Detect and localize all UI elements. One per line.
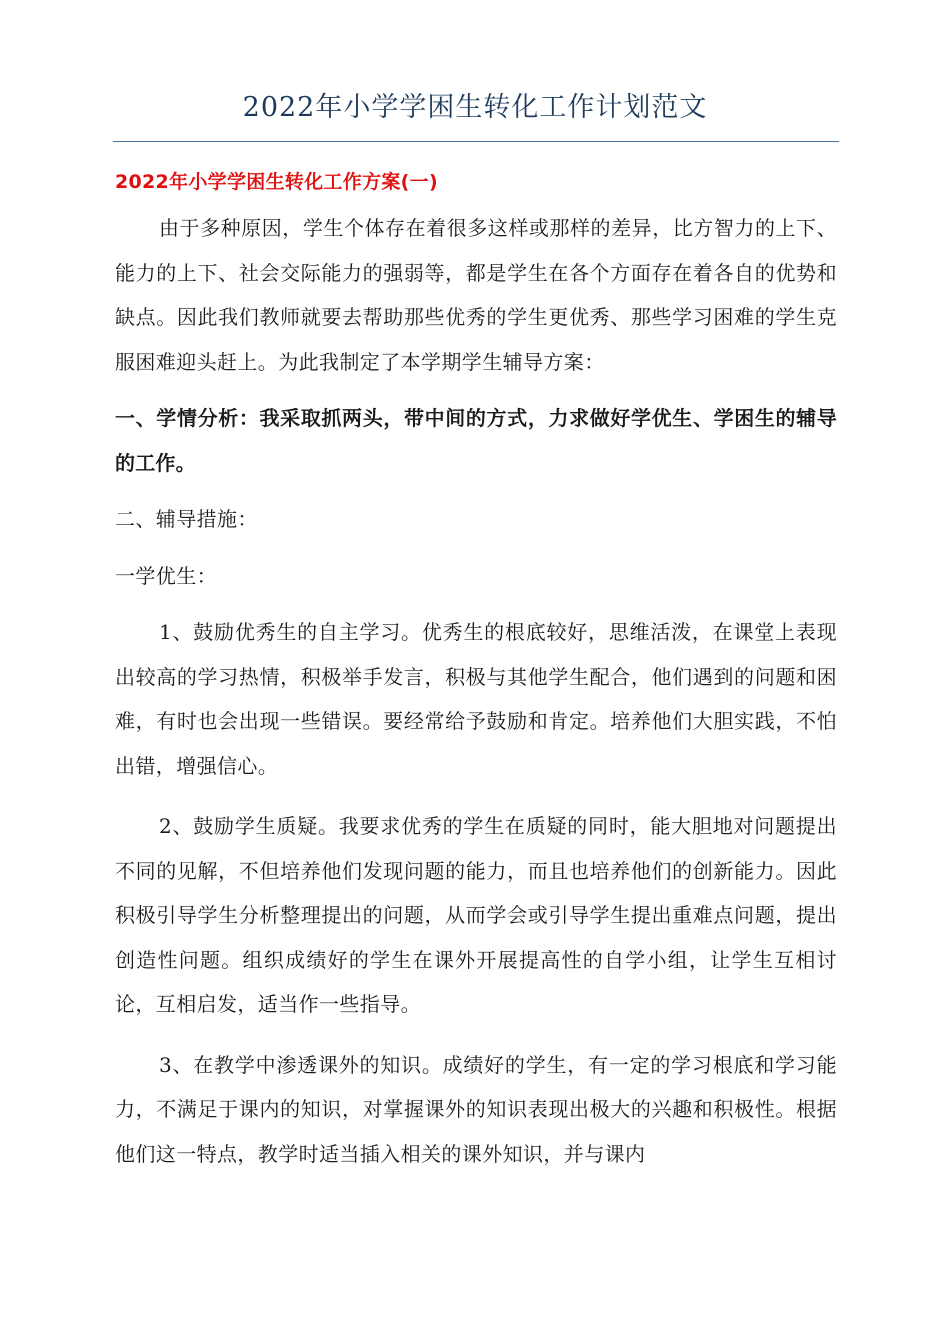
document-title: 2022年小学学困生转化工作计划范文 <box>242 92 708 123</box>
title-divider <box>113 141 839 142</box>
section-heading: 2022年小学学困生转化工作方案(一) <box>115 171 438 193</box>
measure-item-1: 1、鼓励优秀生的自主学习。优秀生的根底较好，思维活泼，在课堂上表现出较高的学习热情，积极举手发言，积极与其他学生配合，他们遇到的问题和困难，有时也会出现一些错误。要经常给予鼓励和肯定。培养他们大胆实践，不怕出错，增强信心。 <box>115 620 837 778</box>
top-students-heading: 一学优生： <box>115 563 217 588</box>
analysis-paragraph: 一、学情分析：我采取抓两头，带中间的方式，力求做好学优生、学困生的辅导的工作。 <box>115 406 837 475</box>
measure-item-3: 3、在教学中渗透课外的知识。成绩好的学生，有一定的学习根底和学习能力，不满足于课内的知识，对掌握课外的知识表现出极大的兴趣和积极性。根据他们这一特点，教学时适当插入相关的课外知识，并与课内 <box>115 1052 837 1166</box>
intro-paragraph: 由于多种原因，学生个体存在着很多这样或那样的差异，比方智力的上下、能力的上下、社会交际能力的强弱等，都是学生在各个方面存在着各自的优势和缺点。因此我们教师就要去帮助那些优秀的学生更优秀、那些学习困难的学生克服困难迎头赶上。为此我制定了本学期学生辅导方案： <box>115 216 837 374</box>
measure-item-2: 2、鼓励学生质疑。我要求优秀的学生在质疑的同时，能大胆地对问题提出不同的见解，不但培养他们发现问题的能力，而且也培养他们的创新能力。因此积极引导学生分析整理提出的问题，从而学会或引导学生提出重难点问题，提出创造性问题。组织成绩好的学生在课外开展提高性的自学小组，让学生互相讨论，互相启发，适当作一些指导。 <box>115 814 837 1016</box>
document-body <box>115 160 837 1176</box>
measures-heading: 二、辅导措施： <box>115 507 258 531</box>
